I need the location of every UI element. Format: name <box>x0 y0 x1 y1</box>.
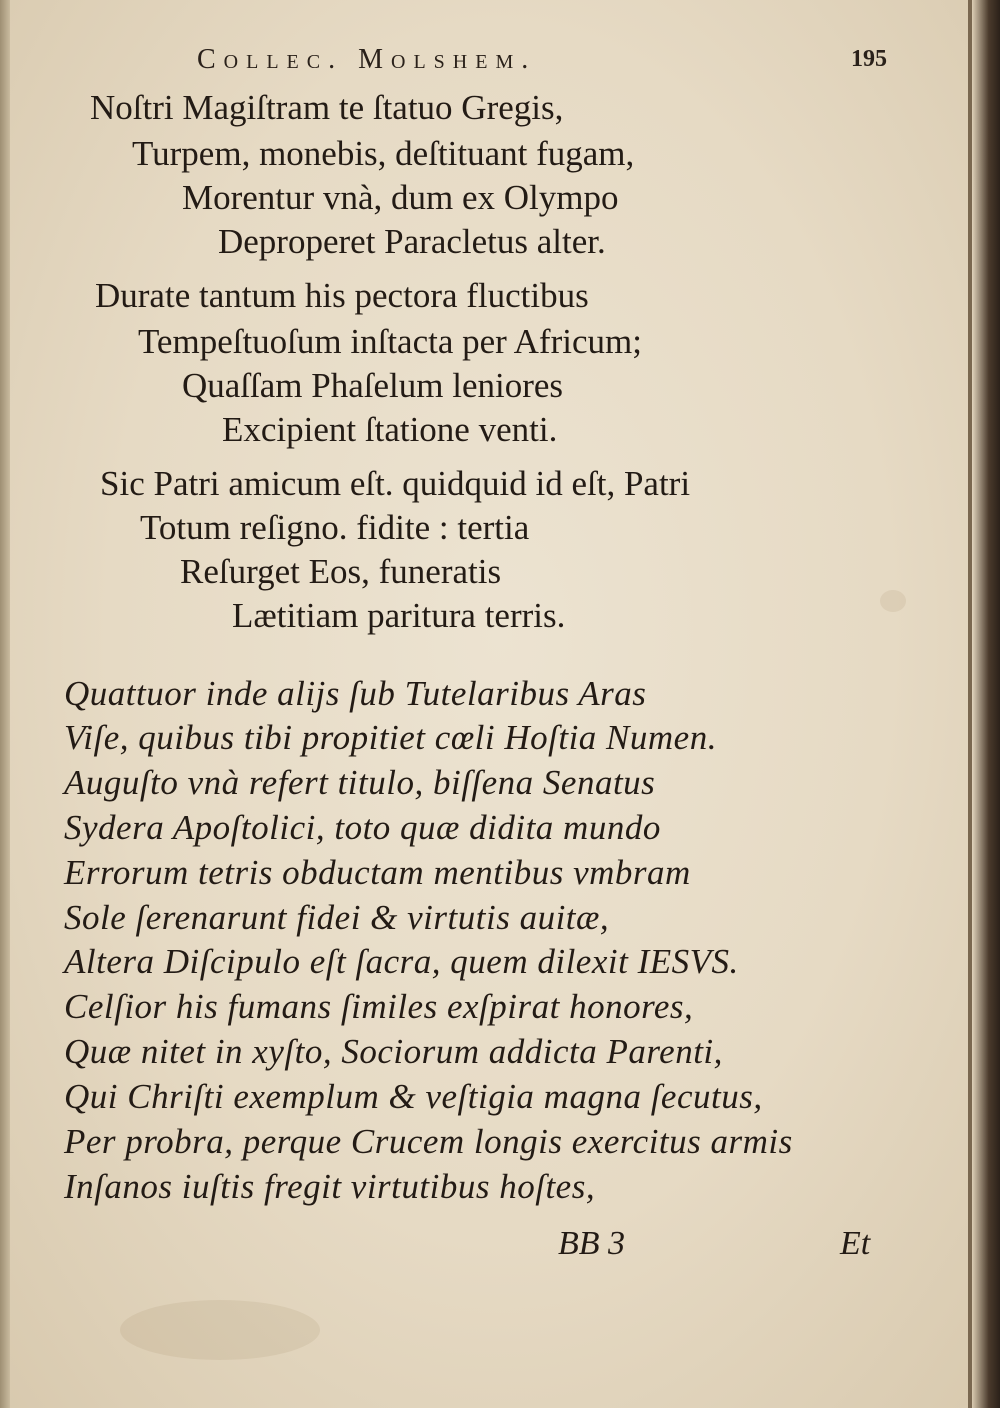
verse-line: Reſurget Eos, funeratis <box>180 552 502 591</box>
hexameter-line: Errorum tetris obductam mentibus vmbram <box>64 853 691 892</box>
paper-stain <box>120 1300 320 1360</box>
page-edge-shadow <box>972 0 1000 1408</box>
hexameter-line: Altera Diſcipulo eſt ſacra, quem dilexit IESVS. <box>64 942 739 981</box>
verse-line: Noſtri Magiſtram te ſtatuo Gregis, <box>90 88 564 127</box>
hexameter-line: Sydera Apoſtolici, toto quæ didita mundo <box>64 808 661 847</box>
hexameter-line: Per probra, perque Crucem longis exercitus armis <box>64 1122 793 1161</box>
hexameter-line: Celſior his fumans ſimiles exſpirat honores, <box>64 987 694 1026</box>
verse-line: Quaſſam Phaſelum leniores <box>182 366 564 405</box>
hexameter-line: Quattuor inde alijs ſub Tutelaribus Aras <box>64 674 647 713</box>
verse-line: Durate tantum his pectora fluctibus <box>95 276 589 315</box>
verse-line: Deproperet Paracletus alter. <box>218 222 606 261</box>
binding-gutter <box>0 0 10 1408</box>
page-header <box>197 44 887 84</box>
signature-mark: BB 3 <box>558 1225 626 1262</box>
hexameter-line: Inſanos iuſtis fregit virtutibus hoſtes, <box>64 1167 596 1206</box>
foxing-spot <box>880 590 906 612</box>
page-number: 195 <box>851 46 887 72</box>
hexameter-line: Quæ nitet in xyſto, Sociorum addicta Parenti, <box>64 1032 723 1071</box>
running-head: Collec. Molshem. <box>197 44 537 75</box>
verse-line: Turpem, monebis, deſtituant fugam, <box>132 134 635 173</box>
verse-line: Tempeſtuoſum inſtacta per Africum; <box>138 322 642 361</box>
hexameter-line: Viſe, quibus tibi propitiet cœli Hoſtia Numen. <box>64 718 717 757</box>
verse-line: Totum reſigno. fidite : tertia <box>140 508 530 547</box>
hexameter-line: Qui Chriſti exemplum & veſtigia magna ſecutus, <box>64 1077 763 1116</box>
catchword: Et <box>840 1225 871 1262</box>
verse-line: Sic Patri amicum eſt. quidquid id eſt, Patri <box>100 464 691 503</box>
hexameter-line: Sole ſerenarunt fidei & virtutis auitæ, <box>64 898 610 937</box>
verse-line: Lætitiam paritura terris. <box>232 596 566 635</box>
verse-line: Excipient ſtatione venti. <box>222 410 558 449</box>
verse-line: Morentur vnà, dum ex Olympo <box>182 178 619 217</box>
hexameter-line: Auguſto vnà refert titulo, biſſena Senatus <box>64 763 656 802</box>
